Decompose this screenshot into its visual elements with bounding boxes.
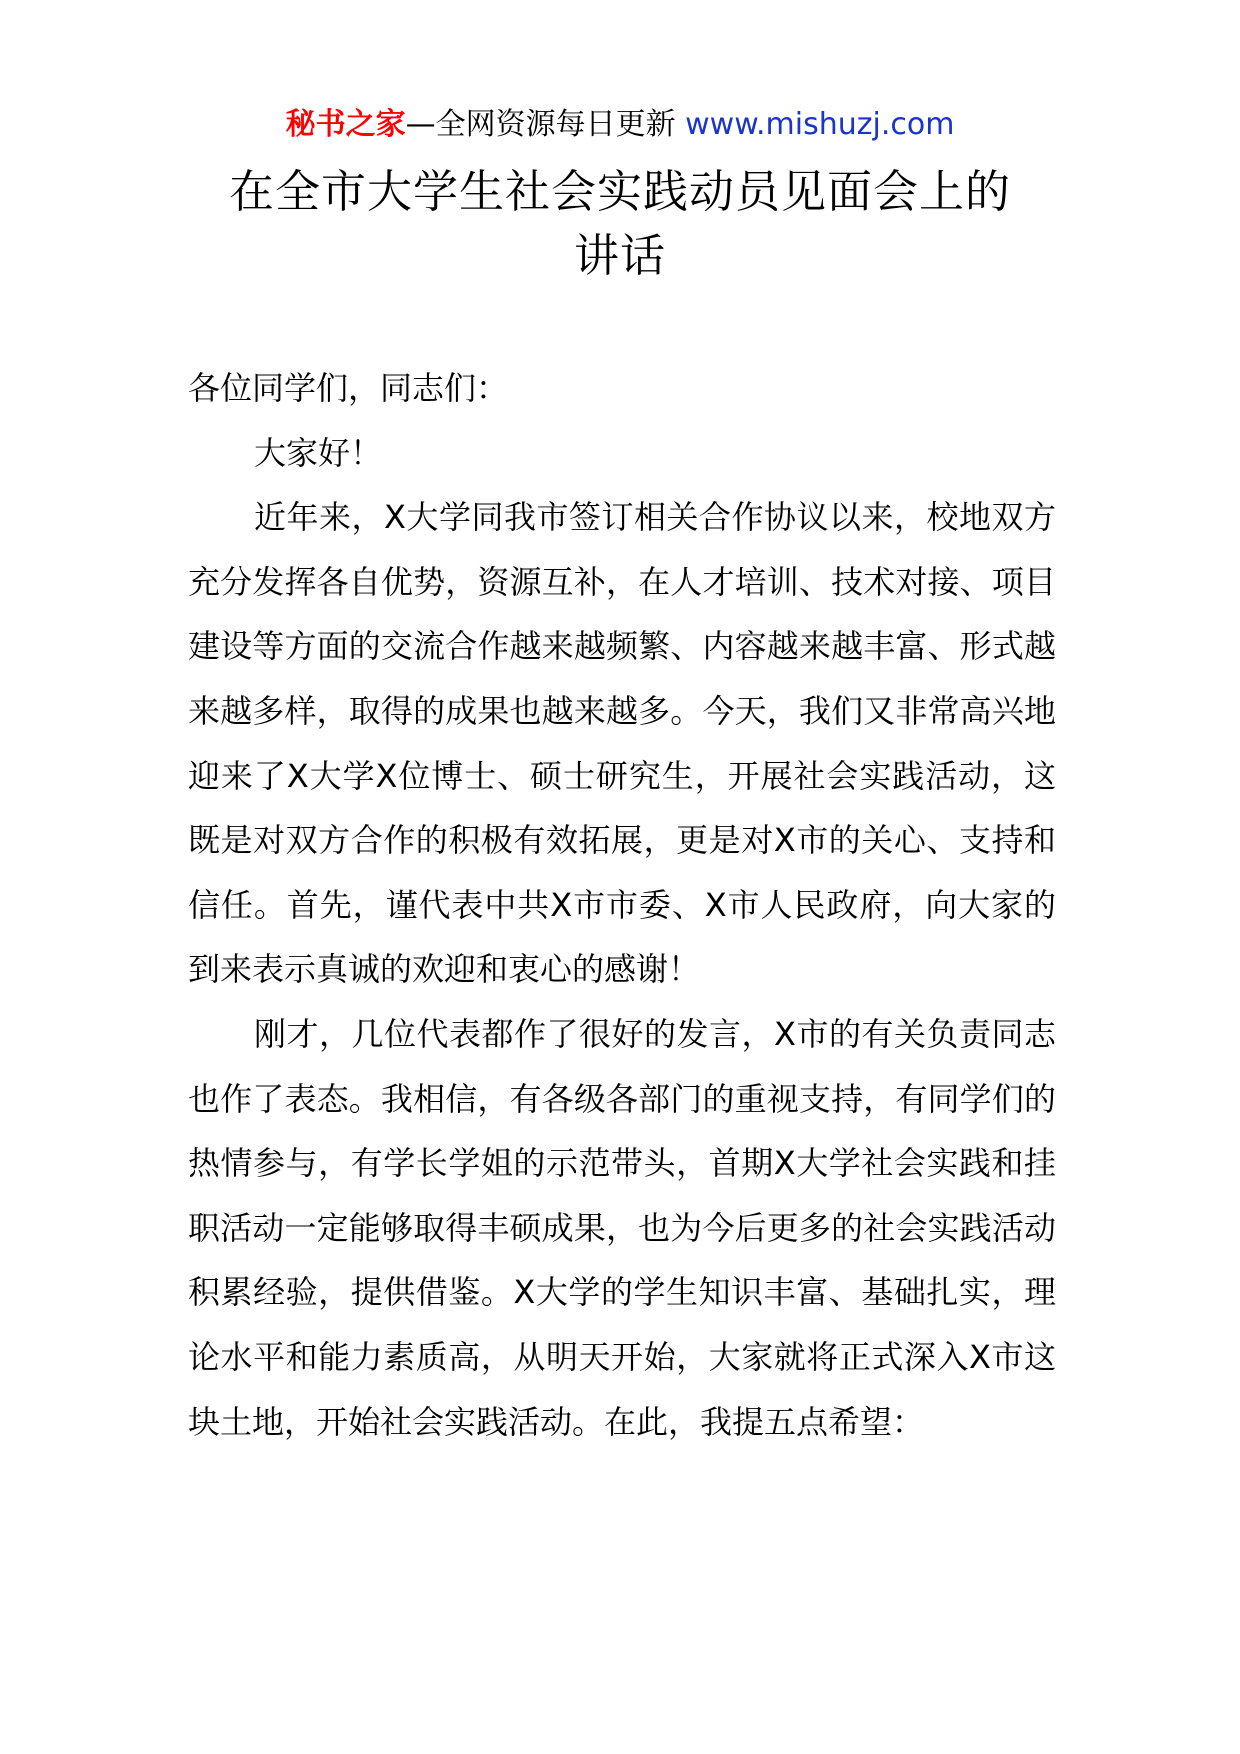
site-url-link[interactable]: www.mishuzj.com (685, 107, 955, 142)
site-name: 秘书之家 (285, 107, 406, 142)
site-banner (0, 103, 1240, 147)
paragraph-greeting: 大家好！ (254, 433, 383, 472)
title-line-2: 讲话 (573, 229, 666, 282)
title-line-1: 在全市大学生社会实践动员见面会上的 (228, 165, 1011, 218)
document-title (0, 160, 1240, 288)
document-body (188, 356, 1056, 1454)
salutation: 各位同学们，同志们： (188, 369, 509, 407)
paragraph-hopes: 刚才，几位代表都作了很好的发言，X市的有关负责同志也作了表态。我相信，有各级各部门的重视支持，有同学们的热情参与，有学长学姐的示范带头，首期X大学社会实践和挂职活动一定能够取得丰硕成果，也为今后更多的社会实践活动积累经验，提供借鉴。X大学的学生知识丰富、基础扎实，理论水平和能力素质高，从明天开始，大家就将正式深入X市这块土地，开始社会实践活动。在此，我提五点希望： (188, 1014, 1056, 1441)
site-slogan: —全网资源每日更新 (405, 107, 676, 142)
paragraph-intro: 近年来，X大学同我市签订相关合作协议以来，校地双方充分发挥各自优势，资源互补，在人才培训、技术对接、项目建设等方面的交流合作越来越频繁、内容越来越丰富、形式越来越多样，取得的成果也越来越多。今天，我们又非常高兴地迎来了X大学X位博士、硕士研究生，开展社会实践活动，这既是对双方合作的积极有效拓展，更是对X市的关心、支持和信任。首先，谨代表中共X市市委、X市人民政府，向大家的到来表示真诚的欢迎和衷心的感谢！ (188, 498, 1056, 989)
